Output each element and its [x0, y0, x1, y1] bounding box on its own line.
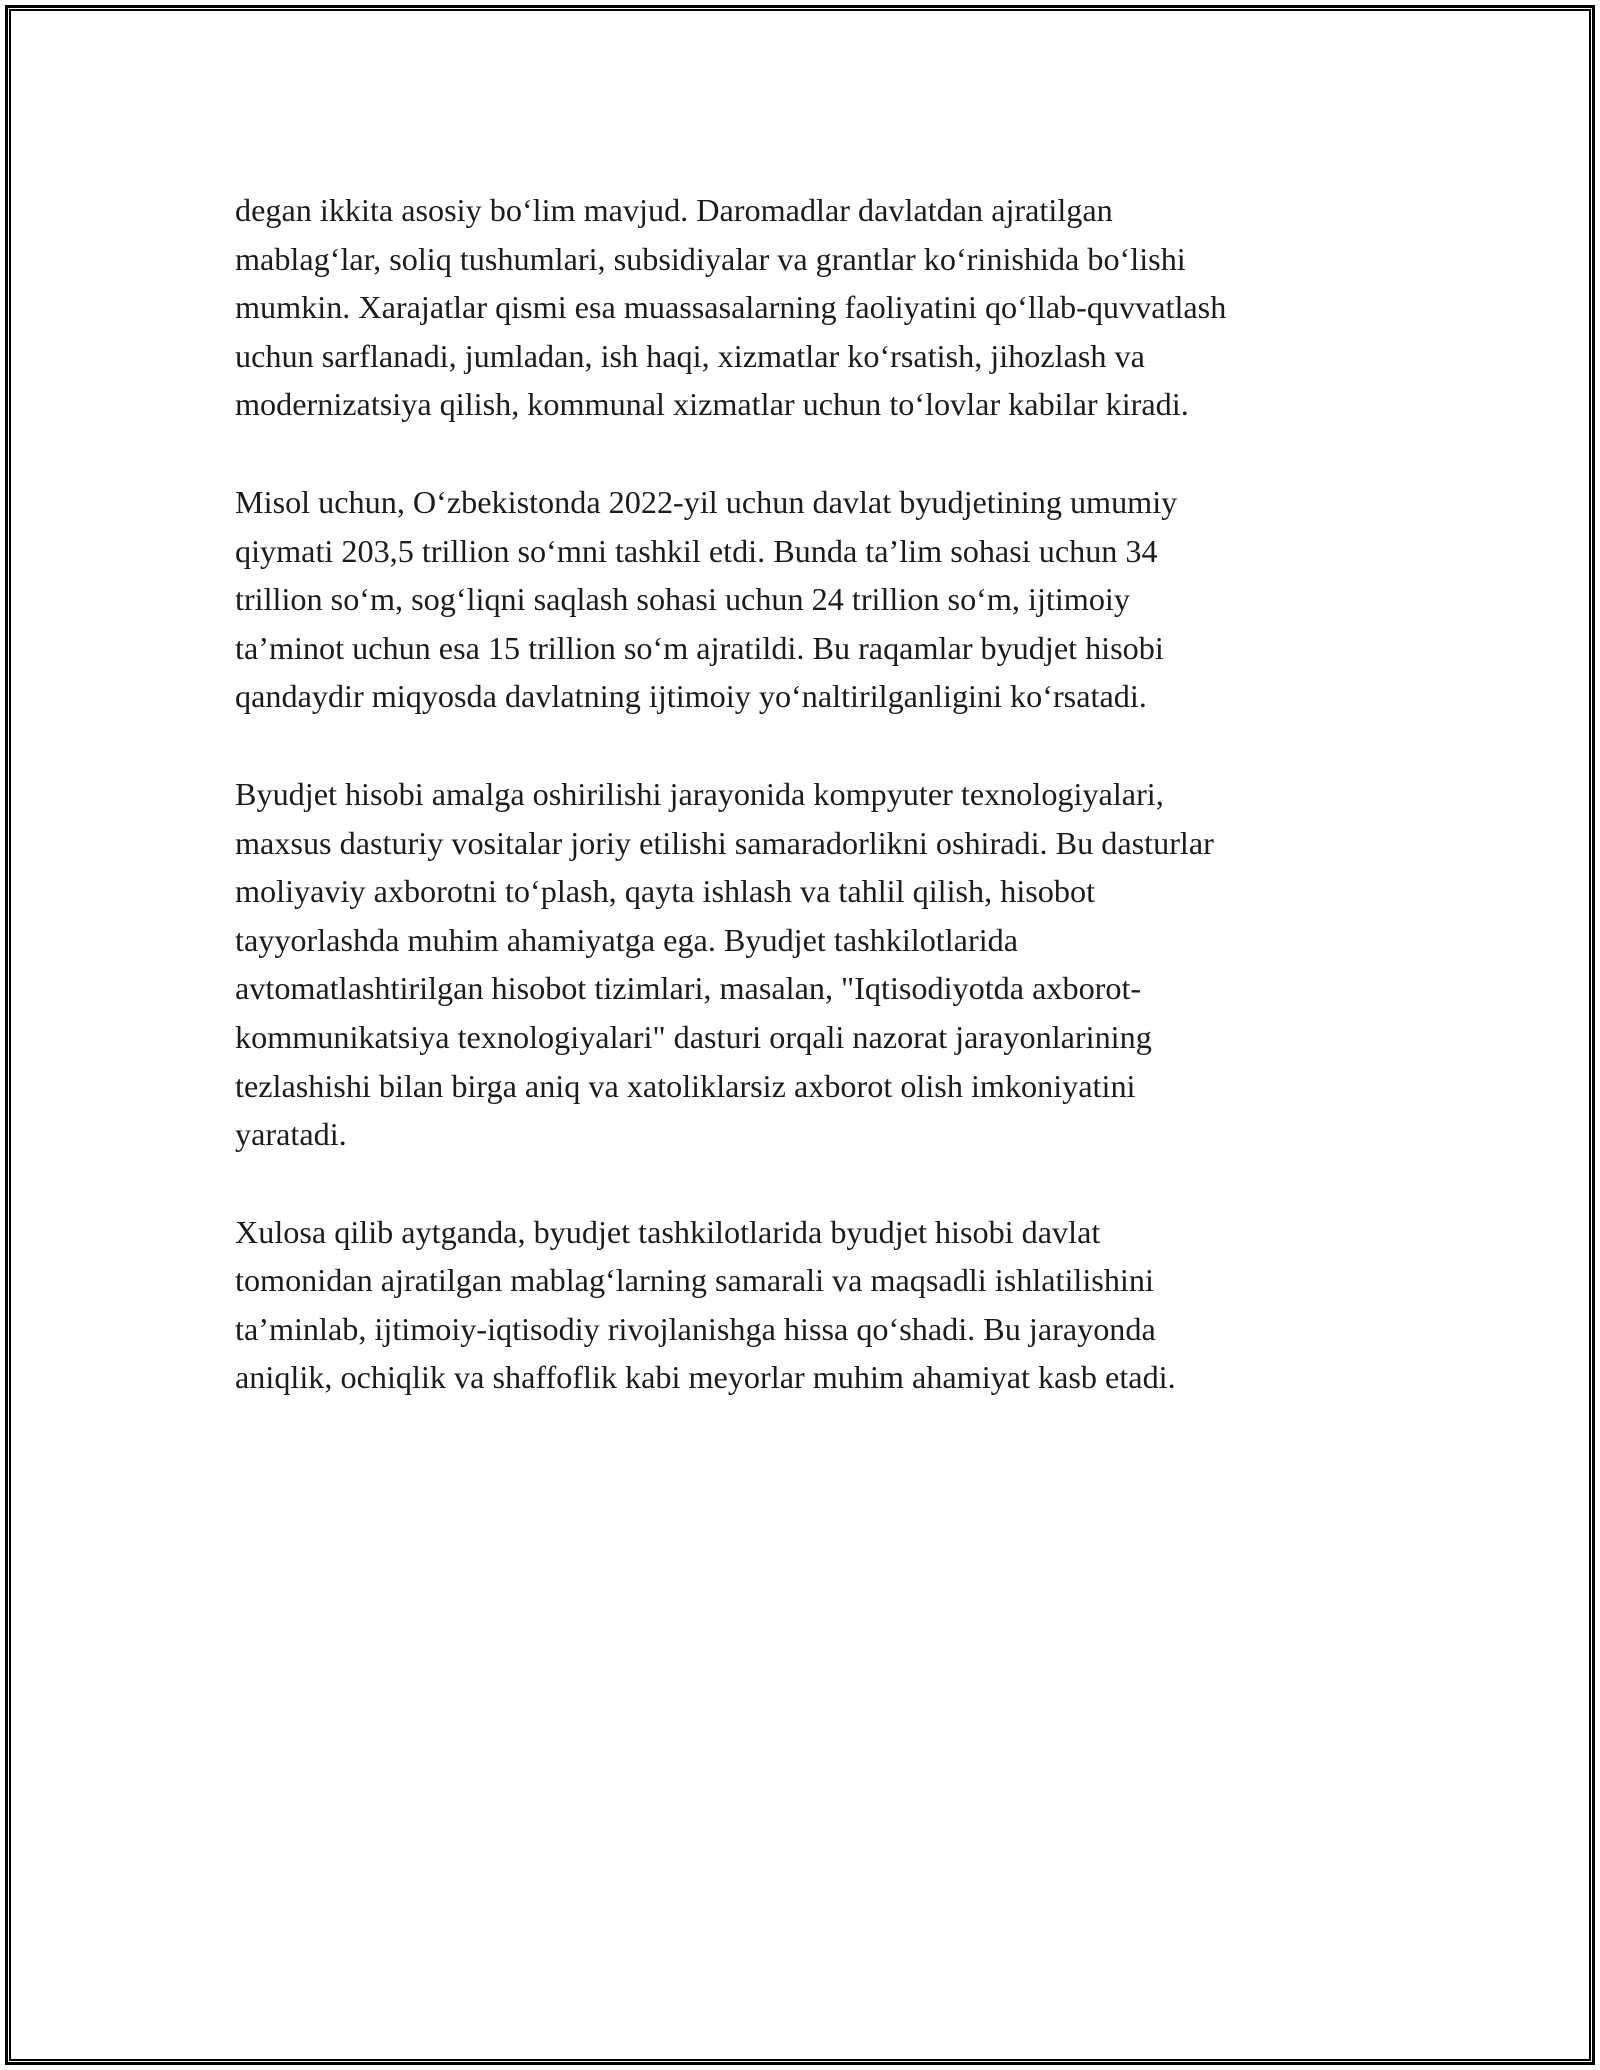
paragraph-budget-structure — [235, 186, 1375, 429]
paragraph-technology — [235, 770, 1375, 1159]
text-line: qandaydir miqyosda davlatning ijtimoiy yo‘naltirilganligini ko‘rsatadi. — [235, 678, 1147, 715]
text-line: mumkin. Xarajatlar qismi esa muassasalarning faoliyatini qo‘llab-quvvatlash — [235, 289, 1227, 326]
text-line: uchun sarflanadi, jumladan, ish haqi, xizmatlar ko‘rsatish, jihozlash va — [235, 337, 1145, 374]
text-line: moliyaviy axborotni to‘plash, qayta ishlash va tahlil qilish, hisobot — [235, 873, 1096, 910]
text-line: avtomatlashtirilgan hisobot tizimlari, masalan, "Iqtisodiyotda axborot- — [235, 970, 1142, 1007]
text-line: modernizatsiya qilish, kommunal xizmatlar uchun to‘lovlar kabilar kiradi. — [235, 386, 1189, 423]
text-line: degan ikkita asosiy bo‘lim mavjud. Daromadlar davlatdan ajratilgan — [235, 192, 1113, 228]
text-line: yaratadi. — [235, 1116, 347, 1153]
text-line: mablag‘lar, soliq tushumlari, subsidiyalar va grantlar ko‘rinishida bo‘lishi — [235, 240, 1186, 277]
text-line: Byudjet hisobi amalga oshirilishi jarayonida kompyuter texnologiyalari, — [235, 775, 1164, 812]
text-line: maxsus dasturiy vositalar joriy etilishi samaradorlikni oshiradi. Bu dasturlar — [235, 824, 1214, 861]
text-line: trillion so‘m, sog‘liqni saqlash sohasi uchun 24 trillion so‘m, ijtimoiy — [235, 581, 1130, 618]
text-line: aniqlik, ochiqlik va shaffoflik kabi meyorlar muhim ahamiyat kasb etadi. — [235, 1359, 1176, 1396]
document-body — [235, 186, 1375, 1451]
text-line: ta’minlab, ijtimoiy-iqtisodiy rivojlanishga hissa qo‘shadi. Bu jarayonda — [235, 1310, 1156, 1347]
text-line: tomonidan ajratilgan mablag‘larning samarali va maqsadli ishlatilishini — [235, 1262, 1154, 1299]
text-line: ta’minot uchun esa 15 trillion so‘m ajratildi. Bu raqamlar byudjet hisobi — [235, 629, 1164, 666]
text-line: Xulosa qilib aytganda, byudjet tashkilotlarida byudjet hisobi davlat — [235, 1213, 1101, 1250]
paragraph-example-2022 — [235, 478, 1375, 721]
text-line: kommunikatsiya texnologiyalari" dasturi orqali nazorat jarayonlarining — [235, 1018, 1152, 1055]
text-line: tezlashishi bilan birga aniq va xatoliklarsiz axborot olish imkoniyatini — [235, 1067, 1136, 1104]
text-line: tayyorlashda muhim ahamiyatga ega. Byudjet tashkilotlarida — [235, 921, 1019, 958]
text-line: Misol uchun, O‘zbekistonda 2022-yil uchun davlat byudjetining umumiy — [235, 483, 1178, 520]
text-line: qiymati 203,5 trillion so‘mni tashkil etdi. Bunda ta’lim sohasi uchun 34 — [235, 532, 1158, 569]
paragraph-conclusion — [235, 1208, 1375, 1402]
